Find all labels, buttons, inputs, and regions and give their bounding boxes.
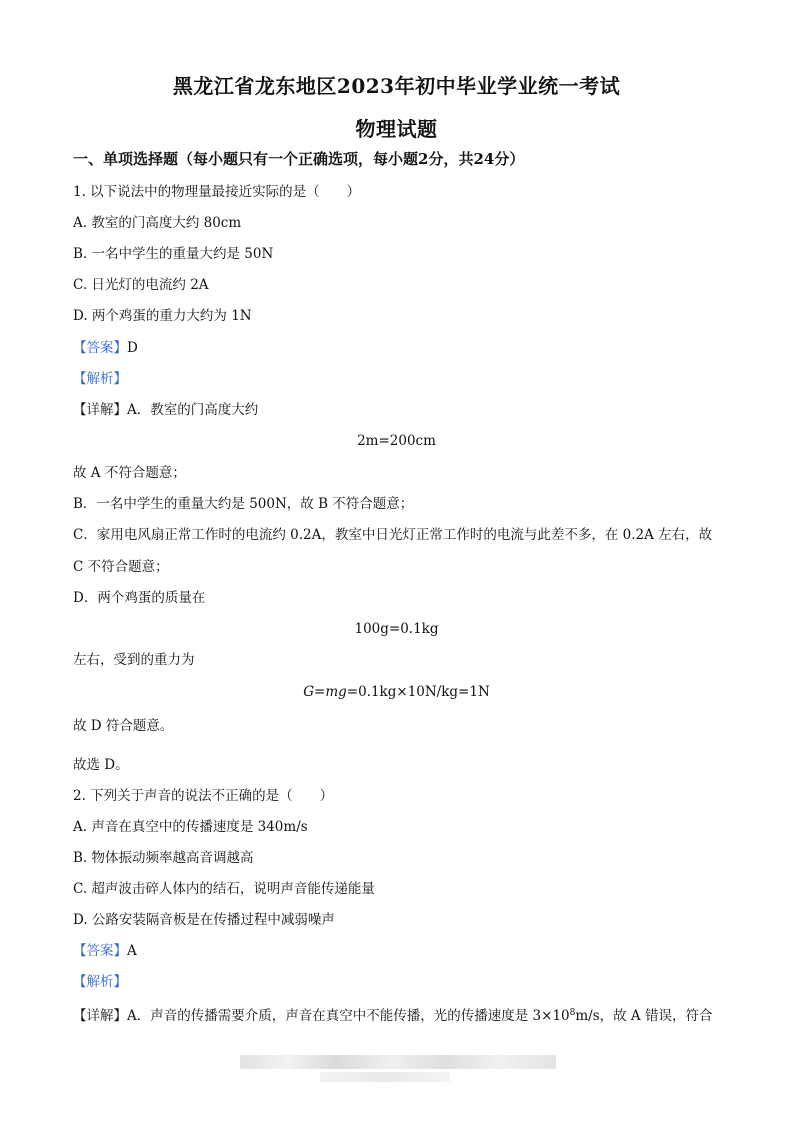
section-heading: 一、单项选择题（每小题只有一个正确选项，每小题2分，共24分） <box>73 150 525 168</box>
q2-stem: 2. 下列关于声音的说法不正确的是（ ） <box>73 788 334 804</box>
q1-detail-a <box>73 401 733 419</box>
q1-d-line: D．两个鸡蛋的质量在 <box>73 590 206 606</box>
q1-equation-2: 100g=0.1kg <box>354 621 439 637</box>
q1-option-a: A. 教室的门高度大约 80cm <box>73 215 242 231</box>
detail-tag: 【详解】 <box>73 1008 127 1024</box>
blurred-footer-watermark-2 <box>320 1072 450 1082</box>
q2-option-d: D. 公路安装隔音板是在传播过程中减弱噪声 <box>73 912 335 928</box>
q2-analysis-tag: 【解析】 <box>73 974 127 990</box>
q2-option-b: B. 物体振动频率越高音调越高 <box>73 850 254 866</box>
q1-stem: 1. 以下说法中的物理量最接近实际的是（ ） <box>73 184 361 200</box>
eq-g: G <box>303 684 315 700</box>
detail-tag: 【详解】 <box>73 402 127 418</box>
q2-option-c: C. 超声波击碎人体内的结石，说明声音能传递能量 <box>73 881 375 897</box>
detail-text-2: m/s，故 A 错误，符合 <box>575 1008 713 1024</box>
eq-mg: mg <box>325 684 347 700</box>
q1-d-line-2: 左右，受到的重力为 <box>73 652 195 668</box>
q1-c-line-2: C 不符合题意； <box>73 559 169 575</box>
q1-option-d: D. 两个鸡蛋的重力大约为 1N <box>73 308 252 324</box>
q2-option-a: A. 声音在真空中的传播速度是 340m/s <box>73 819 308 835</box>
q1-answer <box>73 339 733 357</box>
answer-value: D <box>127 340 138 356</box>
exponent: 8 <box>569 1008 576 1018</box>
q1-b-line: B．一名中学生的重量大约是 500N，故 B 不符合题意； <box>73 496 414 512</box>
q1-analysis-tag: 【解析】 <box>73 371 127 387</box>
q1-d-conclusion: 故 D 符合题意。 <box>73 718 174 734</box>
q1-equation-3 <box>0 683 793 701</box>
detail-text: A．教室的门高度大约 <box>127 402 259 418</box>
q1-choose: 故选 D。 <box>73 757 129 773</box>
q2-answer <box>73 942 733 960</box>
q1-option-b: B. 一名中学生的重量大约是 50N <box>73 246 274 262</box>
document-subtitle: 物理试题 <box>355 117 438 141</box>
q1-a-conclusion: 故 A 不符合题意； <box>73 465 186 481</box>
document-title: 黑龙江省龙东地区2023年初中毕业学业统一考试 <box>172 74 621 98</box>
q1-equation-1: 2m=200cm <box>357 433 436 449</box>
q2-detail-a <box>73 1004 733 1025</box>
q1-c-line-1: C．家用电风扇正常工作时的电流约 0.2A，教室中日光灯正常工作时的电流与此差不多，在 0.2A 左右，故 <box>73 527 713 543</box>
q1-option-c: C. 日光灯的电流约 2A <box>73 277 209 293</box>
answer-tag: 【答案】 <box>73 943 127 959</box>
answer-tag: 【答案】 <box>73 340 127 356</box>
eq-equals: = <box>314 684 326 700</box>
blurred-footer-watermark <box>240 1055 556 1069</box>
answer-value: A <box>127 943 137 959</box>
eq-rest: =0.1kg×10N/kg=1N <box>346 684 490 700</box>
detail-text-1: A．声音的传播需要介质，声音在真空中不能传播，光的传播速度是 3×10 <box>127 1008 570 1024</box>
